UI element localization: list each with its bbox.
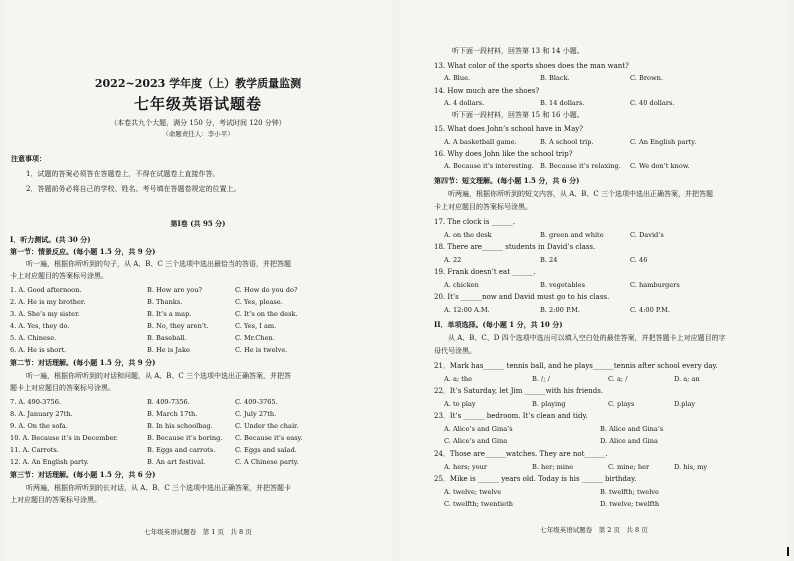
question-20: 20. It’s ______now and David must go to his class. <box>434 293 610 301</box>
option-c: C. July 27th. <box>235 410 277 418</box>
option-a: A. Alice’s and Gina’s <box>444 425 513 433</box>
option-c: C. We don’t know. <box>630 162 690 170</box>
notes-heading: 注意事项： <box>11 154 46 163</box>
section-1-heading: I．听力测试。(共 30 分) <box>10 235 91 244</box>
option-c: C. Yes, please. <box>235 298 283 306</box>
option-b: B. March 17th. <box>147 410 198 418</box>
option-d: D. Alice and Gina <box>600 437 658 445</box>
option-a: 12. A. An English party. <box>10 458 89 466</box>
option-a: 4. A. Yes, they do. <box>10 322 70 330</box>
option-c: C. 46 <box>630 256 648 264</box>
part-1-instruction-cont: 卡上对应题目的答案标号涂黑。 <box>10 272 108 280</box>
option-a: 2. A. He is my brother. <box>10 298 86 306</box>
option-a: A. on the desk <box>444 231 492 239</box>
option-a: A. a; the <box>444 375 473 383</box>
option-c: C. Because it’s easy. <box>235 434 303 442</box>
option-b: B. 409-7356. <box>147 398 190 406</box>
option-b: B. 2:00 P.M. <box>540 306 580 314</box>
exam-author: （命题责任人：李小平） <box>162 130 234 138</box>
option-c: C. 4:00 P.M. <box>630 306 670 314</box>
question-13: 13. What color of the sports shoes does the man want? <box>434 62 629 70</box>
volume-heading: 第Ⅰ卷 (共 95 分) <box>170 219 226 228</box>
part-2-instruction: 听一遍，根据你所听到的对话和问题，从 A、B、C 三个选项中选出正确答案，并把答 <box>26 372 292 380</box>
option-d: D. his, my <box>674 463 708 471</box>
option-a: A. twelve; twelve <box>444 488 502 496</box>
option-b: B. /; / <box>532 375 550 383</box>
option-c: C. 40 dollars. <box>630 99 675 107</box>
option-a: 9. A. On the sofa. <box>10 422 68 430</box>
option-b: B. Alice and Gina’s <box>600 425 664 433</box>
option-c: C. a; / <box>608 375 628 383</box>
part-2-instruction-cont: 题卡上对应题目的答案标号涂黑。 <box>10 384 115 392</box>
option-a: 1. A. Good afternoon. <box>10 286 82 294</box>
option-d: D. twelve; twelfth <box>600 500 660 508</box>
section-2-instruction-cont: 母代号涂黑。 <box>434 347 476 355</box>
option-a: 6. A. He is short. <box>10 346 67 354</box>
part-3-heading: 第三节：对话理解。(每小题 1.5 分，共 6 分) <box>10 470 156 479</box>
exam-title-year: 2022~2023 学年度（上）教学质量监测 <box>94 77 302 90</box>
question-19: 19. Frank doesn’t eat ______. <box>434 268 536 276</box>
option-b: B. 14 dollars. <box>540 99 585 107</box>
option-a: 11. A. Carrots. <box>10 446 59 454</box>
page-footer: 七年级英语试题卷 第 1 页 共 8 页 <box>144 528 252 536</box>
option-c: C. How do you do? <box>235 286 298 294</box>
listen-13-14: 听下面一段材料，回答第 13 和 14 小题。 <box>452 47 584 55</box>
option-b: B. It’s a map. <box>147 310 192 318</box>
option-c: C. 409-3765. <box>235 398 278 406</box>
option-b: B. Eggs and carrots. <box>147 446 216 454</box>
question-21: 21．Mark has______ tennis ball, and he plays______tennis after school every day. <box>434 362 718 370</box>
part-3-instruction-cont: 上对应题目的答案标号涂黑。 <box>10 496 101 504</box>
option-a: A. 4 dollars. <box>444 99 485 107</box>
option-b: B. No, they aren’t. <box>147 322 209 330</box>
option-a: 3. A. She’s my sister. <box>10 310 80 318</box>
part-1-instruction: 听一遍，根据你所听到的句子，从 A、B、C 三个选项中选出最恰当的答语，并把答题 <box>26 260 292 268</box>
option-a: 10. A. Because it’s in December. <box>10 434 119 442</box>
option-c: C. David’s <box>630 231 664 239</box>
part-2-heading: 第二节：对话理解。(每小题 1.5 分，共 9 分) <box>10 358 156 367</box>
question-25: 25．Mike is ______ years old. Today is his ______ birthday. <box>434 475 637 483</box>
option-c: C. He is twelve. <box>235 346 288 354</box>
part-4-instruction-cont: 卡上对应题目的答案标号涂黑。 <box>434 203 532 211</box>
page-footer: 七年级英语试题卷 第 2 页 共 8 页 <box>540 526 648 534</box>
exam-page-2 <box>400 0 788 561</box>
option-c: C. An English party. <box>630 138 697 146</box>
question-23: 23．It’s ______ bedroom. It’s clean and tidy. <box>434 412 588 420</box>
option-c: C. Eggs and salad. <box>235 446 297 454</box>
option-b: B. 24 <box>540 256 558 264</box>
option-b: B. An art festival. <box>147 458 206 466</box>
option-a: A. 12:00 A.M. <box>444 306 490 314</box>
option-b: B. A school trip. <box>540 138 594 146</box>
exam-info: （本卷共九个大题，满分 150 分，考试时间 120 分钟） <box>110 119 286 127</box>
option-a: A. Blue. <box>444 74 471 82</box>
section-2-heading: II．单项选择。(每小题 1 分，共 10 分) <box>434 320 563 329</box>
option-b: B. playing <box>532 400 566 408</box>
option-b: B. green and white <box>540 231 604 239</box>
question-18: 18. There are______ students in David’s class. <box>434 243 596 251</box>
option-c: C. Brown. <box>630 74 663 82</box>
option-a: 8. A. January 27th. <box>10 410 73 418</box>
option-a: 5. A. Chinese. <box>10 334 57 342</box>
exam-title: 七年级英语试题卷 <box>133 95 262 113</box>
note-1: 1．试题的答案必须答在答题卷上，不得在试题卷上直接作答。 <box>26 170 220 178</box>
option-c: C. It’s on the desk. <box>235 310 298 318</box>
part-1-heading: 第一节：情景反应。(每小题 1.5 分，共 9 分) <box>10 247 156 256</box>
option-d: D. a; an <box>674 375 700 383</box>
option-b: B. Thanks. <box>147 298 183 306</box>
option-c: C. Mr.Chen. <box>235 334 275 342</box>
option-b: B. How are you? <box>147 286 203 294</box>
option-c: C. twelfth; twentieth <box>444 500 513 508</box>
exam-page-1 <box>4 0 392 561</box>
option-b: B. Baseball. <box>147 334 187 342</box>
option-a: A. chicken <box>444 281 479 289</box>
question-17: 17. The clock is ______. <box>434 218 515 226</box>
option-b: B. twelfth; twelve <box>600 488 659 496</box>
part-3-instruction: 听两遍，根据你所听到的长对话，从 A、B、C 三个选项中选出正确答案，并把答题卡 <box>26 484 292 492</box>
question-22: 22．It’s Saturday, let Jim ______with his friends. <box>434 387 604 395</box>
listen-15-16: 听下面一段材料，回答第 15 和 16 小题。 <box>452 111 584 119</box>
option-b: B. vegetables <box>540 281 585 289</box>
option-c: C. hamburgers <box>630 281 680 289</box>
option-b: B. Because it’s relaxing. <box>540 162 621 170</box>
option-a: A. hers; your <box>444 463 488 471</box>
option-c: C. Alice’s and Gina <box>444 437 508 445</box>
option-d: D.play <box>674 400 696 408</box>
question-15: 15. What does John’s school have in May? <box>434 125 583 133</box>
note-2: 2．答题前务必将自己的学校、姓名、考号填在答题卷规定的位置上。 <box>26 185 241 193</box>
option-c: C. plays <box>608 400 635 408</box>
option-b: B. In his schoolbag. <box>147 422 213 430</box>
part-4-instruction: 听两遍，根据你所听到的短文内容，从 A、B、C 三个选项中选出正确答案，并把答题 <box>448 190 714 198</box>
option-a: A. to play <box>444 400 476 408</box>
question-14: 14. How much are the shoes? <box>434 87 540 95</box>
option-c: C. Yes, I am. <box>235 322 277 330</box>
option-a: 7. A. 490-3756. <box>10 398 62 406</box>
option-c: C. A Chinese party. <box>235 458 299 466</box>
option-b: B. Black. <box>540 74 570 82</box>
option-c: C. mine; her <box>608 463 650 471</box>
scan-mark <box>787 547 789 556</box>
option-c: C. Under the chair. <box>235 422 299 430</box>
option-a: A. Because it’s interesting. <box>444 162 534 170</box>
option-b: B. her; mine <box>532 463 574 471</box>
option-a: A. A basketball game. <box>444 138 517 146</box>
option-b: B. He is Jake <box>147 346 190 354</box>
question-24: 24．Those are______watches. They are not______. <box>434 450 608 458</box>
option-b: B. Because it’s boring. <box>147 434 223 442</box>
part-4-heading: 第四节：短文理解。(每小题 1.5 分，共 6 分) <box>434 176 580 185</box>
option-a: A. 22 <box>444 256 462 264</box>
section-2-instruction: 从 A、B、C、D 四个选项中选出可以填入空白处的最佳答案，并把答题卡上对应题目的字 <box>448 334 726 342</box>
question-16: 16. Why does John like the school trip? <box>434 150 573 158</box>
